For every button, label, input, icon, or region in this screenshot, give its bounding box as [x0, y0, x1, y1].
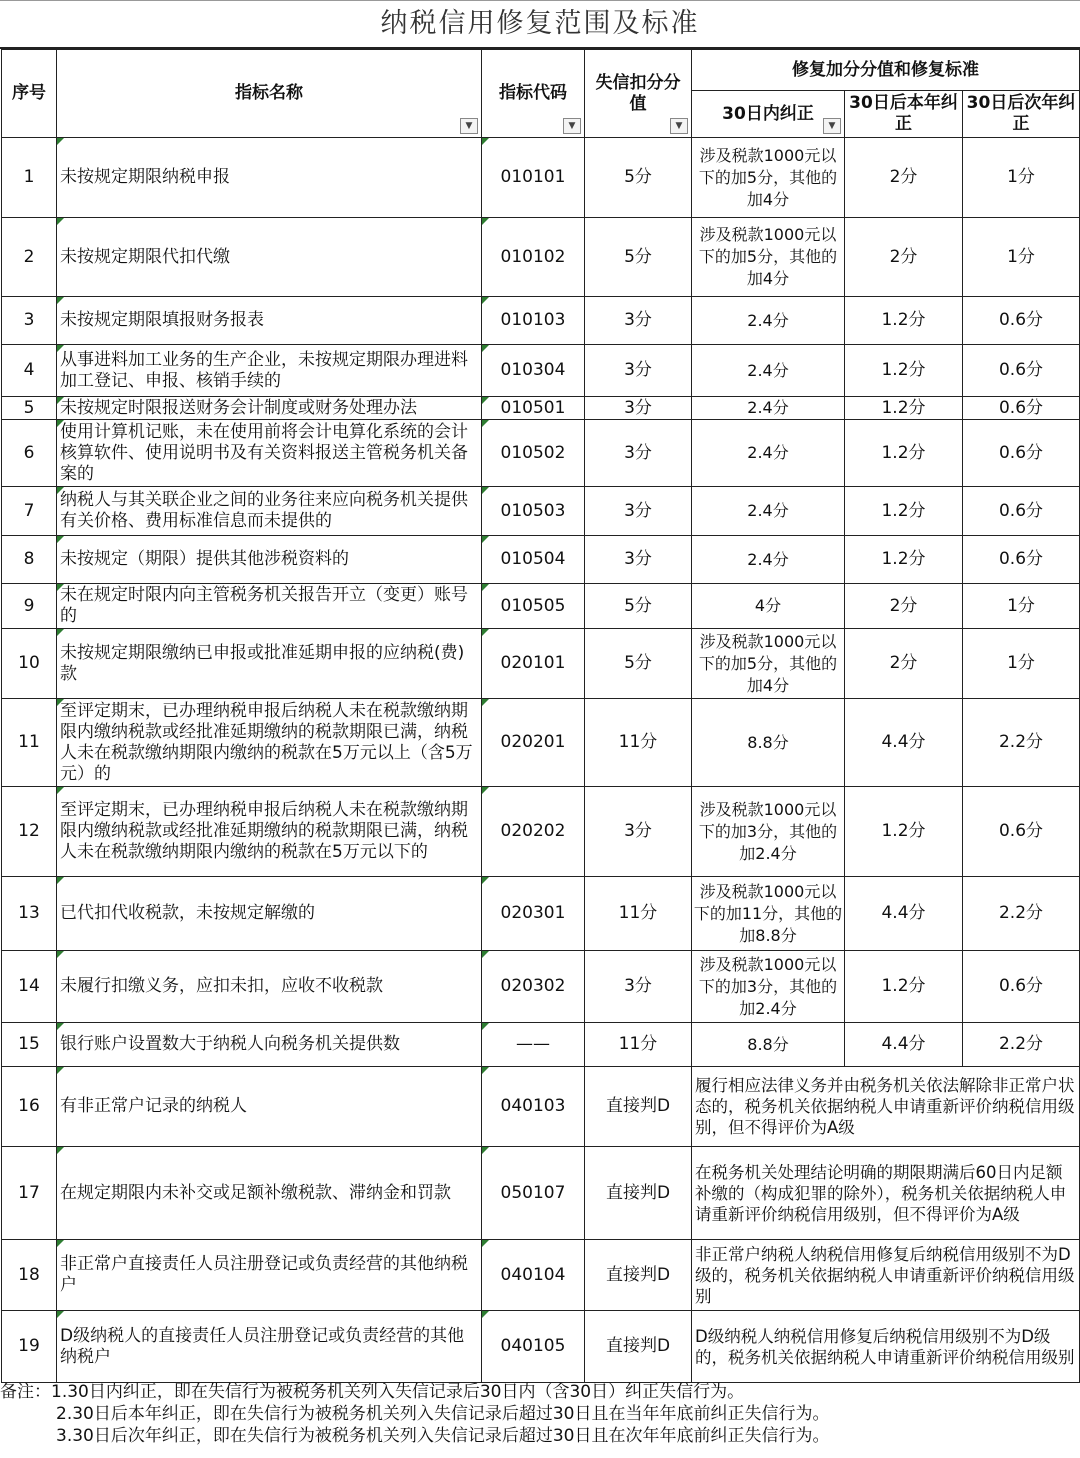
row-this-year-score[interactable]: 4.4分 [845, 1023, 963, 1067]
row-next-year-score[interactable]: 0.6分 [963, 487, 1080, 536]
row-deduct-score[interactable]: 直接判D [585, 1067, 692, 1147]
row-indicator-name[interactable]: 从事进料加工业务的生产企业，未按规定期限办理进料加工登记、申报、核销手续的 [57, 345, 482, 397]
row-next-year-score[interactable]: 0.6分 [963, 397, 1080, 420]
row-deduct-score[interactable]: 3分 [585, 345, 692, 397]
row-seq[interactable]: 2 [2, 218, 57, 297]
row-seq[interactable]: 15 [2, 1023, 57, 1067]
row-indicator-code[interactable]: 020201 [482, 699, 585, 787]
row-seq[interactable]: 16 [2, 1067, 57, 1147]
row-indicator-code[interactable]: 010504 [482, 536, 585, 584]
row-indicator-code[interactable]: 040103 [482, 1067, 585, 1147]
row-repair-standard[interactable]: 履行相应法律义务并由税务机关依法解除非正常户状态的，税务机关依据纳税人申请重新评价纳税信用级别，但不得评价为A级 [692, 1067, 1080, 1147]
row-indicator-name[interactable]: 非正常户直接责任人员注册登记或负责经营的其他纳税户 [57, 1240, 482, 1311]
row-seq[interactable]: 18 [2, 1240, 57, 1311]
notes-section [0, 1381, 1080, 1447]
row-seq[interactable]: 1 [2, 138, 57, 218]
filter-dropdown-icon[interactable]: ▼ [823, 118, 841, 134]
table-row [2, 487, 1080, 536]
row-this-year-score[interactable]: 2分 [845, 584, 963, 629]
row-indicator-code[interactable]: 020202 [482, 787, 585, 877]
row-deduct-score[interactable]: 3分 [585, 487, 692, 536]
row-indicator-name[interactable]: 未按规定期限纳税申报 [57, 138, 482, 218]
row-within30-standard[interactable]: 2.4分 [692, 487, 845, 536]
row-deduct-score[interactable]: 3分 [585, 951, 692, 1023]
table-row [2, 629, 1080, 699]
table-row [2, 787, 1080, 877]
row-next-year-score[interactable]: 0.6分 [963, 420, 1080, 487]
row-seq[interactable]: 13 [2, 877, 57, 951]
row-deduct-score[interactable]: 3分 [585, 397, 692, 420]
row-next-year-score[interactable]: 1分 [963, 138, 1080, 218]
row-this-year-score[interactable]: 1.2分 [845, 787, 963, 877]
row-indicator-code[interactable]: 010505 [482, 584, 585, 629]
table-row [2, 1311, 1080, 1383]
note-line: 3.30日后次年纠正，即在失信行为被税务机关列入失信记录后超过30日且在次年年底前纠正失信行为。 [56, 1426, 830, 1446]
row-indicator-name[interactable]: 在规定期限内未补交或足额补缴税款、滞纳金和罚款 [57, 1147, 482, 1240]
row-indicator-code[interactable]: 010501 [482, 397, 585, 420]
row-this-year-score[interactable]: 1.2分 [845, 536, 963, 584]
row-this-year-score[interactable]: 2分 [845, 138, 963, 218]
row-seq[interactable]: 8 [2, 536, 57, 584]
filter-dropdown-icon[interactable]: ▼ [670, 118, 688, 134]
row-indicator-name[interactable]: 已代扣代收税款，未按规定解缴的 [57, 877, 482, 951]
note-line: 备注：1.30日内纠正，即在失信行为被税务机关列入失信记录后30日内（含30日）纠正失信行为。 [0, 1382, 745, 1402]
row-within30-standard[interactable]: 涉及税款1000元以下的加5分，其他的加4分 [692, 629, 845, 699]
row-seq[interactable]: 14 [2, 951, 57, 1023]
row-indicator-code[interactable]: —— [482, 1023, 585, 1067]
row-deduct-score[interactable]: 直接判D [585, 1311, 692, 1383]
row-indicator-name[interactable]: 未履行扣缴义务，应扣未扣，应收不收税款 [57, 951, 482, 1023]
header-after30-this-year: 30日后本年纠正 [845, 91, 963, 138]
table-row [2, 218, 1080, 297]
row-within30-standard[interactable]: 涉及税款1000元以下的加3分，其他的加2.4分 [692, 951, 845, 1023]
row-seq[interactable]: 6 [2, 420, 57, 487]
row-indicator-code[interactable]: 010304 [482, 345, 585, 397]
row-indicator-code[interactable]: 020301 [482, 877, 585, 951]
row-indicator-name[interactable]: 使用计算机记账，未在使用前将会计电算化系统的会计核算软件、使用说明书及有关资料报送主管税务机关备案的 [57, 420, 482, 487]
filter-dropdown-icon[interactable]: ▼ [563, 118, 581, 134]
table-row [2, 699, 1080, 787]
row-within30-standard[interactable]: 2.4分 [692, 297, 845, 345]
row-indicator-code[interactable]: 010502 [482, 420, 585, 487]
row-this-year-score[interactable]: 2分 [845, 218, 963, 297]
row-this-year-score[interactable]: 1.2分 [845, 345, 963, 397]
row-within30-standard[interactable]: 8.8分 [692, 699, 845, 787]
row-indicator-name[interactable]: 有非正常户记录的纳税人 [57, 1067, 482, 1147]
row-within30-standard[interactable]: 涉及税款1000元以下的加5分，其他的加4分 [692, 138, 845, 218]
row-deduct-score[interactable]: 直接判D [585, 1240, 692, 1311]
row-deduct-score[interactable]: 5分 [585, 218, 692, 297]
row-indicator-code[interactable]: 010101 [482, 138, 585, 218]
row-deduct-score[interactable]: 11分 [585, 1023, 692, 1067]
row-indicator-code[interactable]: 010503 [482, 487, 585, 536]
row-next-year-score[interactable]: 1分 [963, 629, 1080, 699]
row-deduct-score[interactable]: 3分 [585, 297, 692, 345]
row-next-year-score[interactable]: 0.6分 [963, 536, 1080, 584]
row-indicator-name[interactable]: 银行账户设置数大于纳税人向税务机关提供数 [57, 1023, 482, 1067]
header-within30: 30日内纠正 ▼ [692, 91, 845, 138]
header-restore-group: 修复加分分值和修复标准 [692, 50, 1080, 91]
row-deduct-score[interactable]: 3分 [585, 787, 692, 877]
row-indicator-name[interactable]: 未按规定（期限）提供其他涉税资料的 [57, 536, 482, 584]
header-code: 指标代码 ▼ [482, 50, 585, 138]
row-indicator-code[interactable]: 020101 [482, 629, 585, 699]
row-deduct-score[interactable]: 11分 [585, 877, 692, 951]
table-row [2, 1147, 1080, 1240]
row-indicator-name[interactable]: 未按规定时限报送财务会计制度或财务处理办法 [57, 397, 482, 420]
header-seq: 序号 [2, 50, 57, 138]
row-next-year-score[interactable]: 0.6分 [963, 297, 1080, 345]
row-seq[interactable]: 9 [2, 584, 57, 629]
table-row [2, 951, 1080, 1023]
row-seq[interactable]: 10 [2, 629, 57, 699]
row-this-year-score[interactable]: 1.2分 [845, 487, 963, 536]
table-body [2, 138, 1080, 1383]
row-indicator-code[interactable]: 010103 [482, 297, 585, 345]
row-deduct-score[interactable]: 11分 [585, 699, 692, 787]
header-deduct: 失信扣分分值 ▼ [585, 50, 692, 138]
row-this-year-score[interactable]: 1.2分 [845, 297, 963, 345]
row-seq[interactable]: 19 [2, 1311, 57, 1383]
row-deduct-score[interactable]: 5分 [585, 584, 692, 629]
row-indicator-name[interactable]: 至评定期末，已办理纳税申报后纳税人未在税款缴纳期限内缴纳税款或经批准延期缴纳的税款期限已满，纳税人未在税款缴纳期限内缴纳的税款在5万元以上（含5万元）的 [57, 699, 482, 787]
row-this-year-score[interactable]: 4.4分 [845, 699, 963, 787]
row-deduct-score[interactable]: 3分 [585, 420, 692, 487]
row-indicator-code[interactable]: 010102 [482, 218, 585, 297]
table-row [2, 1067, 1080, 1147]
row-seq[interactable]: 5 [2, 397, 57, 420]
row-repair-standard[interactable]: 非正常户纳税人纳税信用修复后纳税信用级别不为D级的，税务机关依据纳税人申请重新评价纳税信用级别 [692, 1240, 1080, 1311]
row-within30-standard[interactable]: 2.4分 [692, 345, 845, 397]
row-deduct-score[interactable]: 5分 [585, 629, 692, 699]
row-seq[interactable]: 17 [2, 1147, 57, 1240]
row-next-year-score[interactable]: 0.6分 [963, 951, 1080, 1023]
table-row [2, 877, 1080, 951]
row-seq[interactable]: 4 [2, 345, 57, 397]
row-next-year-score[interactable]: 2.2分 [963, 877, 1080, 951]
row-next-year-score[interactable]: 1分 [963, 584, 1080, 629]
row-this-year-score[interactable]: 1.2分 [845, 397, 963, 420]
page-title: 纳税信用修复范围及标准 [0, 1, 1080, 49]
row-indicator-code[interactable]: 050107 [482, 1147, 585, 1240]
row-deduct-score[interactable]: 5分 [585, 138, 692, 218]
row-seq[interactable]: 3 [2, 297, 57, 345]
table-row [2, 397, 1080, 420]
row-indicator-name[interactable]: 至评定期末，已办理纳税申报后纳税人未在税款缴纳期限内缴纳税款或经批准延期缴纳的税款期限已满，纳税人未在税款缴纳期限内缴纳的税款在5万元以下的 [57, 787, 482, 877]
row-next-year-score[interactable]: 2.2分 [963, 699, 1080, 787]
row-seq[interactable]: 11 [2, 699, 57, 787]
row-within30-standard[interactable]: 4分 [692, 584, 845, 629]
row-next-year-score[interactable]: 2.2分 [963, 1023, 1080, 1067]
row-indicator-code[interactable]: 040105 [482, 1311, 585, 1383]
row-within30-standard[interactable]: 涉及税款1000元以下的加11分，其他的加8.8分 [692, 877, 845, 951]
row-deduct-score[interactable]: 3分 [585, 536, 692, 584]
note-line: 2.30日后本年纠正，即在失信行为被税务机关列入失信记录后超过30日且在当年年底前纠正失信行为。 [56, 1404, 830, 1424]
credit-repair-table [1, 49, 1080, 1383]
row-within30-standard[interactable]: 2.4分 [692, 397, 845, 420]
table-row [2, 584, 1080, 629]
row-within30-standard[interactable]: 2.4分 [692, 420, 845, 487]
row-indicator-code[interactable]: 020302 [482, 951, 585, 1023]
row-indicator-name[interactable]: 未按规定期限填报财务报表 [57, 297, 482, 345]
row-repair-standard[interactable]: D级纳税人纳税信用修复后纳税信用级别不为D级的，税务机关依据纳税人申请重新评价纳税信用级别 [692, 1311, 1080, 1383]
row-within30-standard[interactable]: 2.4分 [692, 536, 845, 584]
row-seq[interactable]: 7 [2, 487, 57, 536]
table-row [2, 297, 1080, 345]
table-row [2, 1240, 1080, 1311]
row-next-year-score[interactable]: 1分 [963, 218, 1080, 297]
row-this-year-score[interactable]: 4.4分 [845, 877, 963, 951]
table-row [2, 536, 1080, 584]
row-indicator-name[interactable]: 未按规定期限代扣代缴 [57, 218, 482, 297]
row-this-year-score[interactable]: 2分 [845, 629, 963, 699]
row-within30-standard[interactable]: 8.8分 [692, 1023, 845, 1067]
header-name: 指标名称 ▼ [57, 50, 482, 138]
table-row [2, 420, 1080, 487]
row-this-year-score[interactable]: 1.2分 [845, 420, 963, 487]
row-indicator-name[interactable]: 未在规定时限内向主管税务机关报告开立（变更）账号的 [57, 584, 482, 629]
row-next-year-score[interactable]: 0.6分 [963, 787, 1080, 877]
row-deduct-score[interactable]: 直接判D [585, 1147, 692, 1240]
header-after30-next-year: 30日后次年纠正 [963, 91, 1080, 138]
row-indicator-name[interactable]: D级纳税人的直接责任人员注册登记或负责经营的其他纳税户 [57, 1311, 482, 1383]
table-row [2, 345, 1080, 397]
row-within30-standard[interactable]: 涉及税款1000元以下的加5分，其他的加4分 [692, 218, 845, 297]
notes-label: 备注： [0, 1382, 51, 1402]
filter-dropdown-icon[interactable]: ▼ [460, 118, 478, 134]
row-indicator-name[interactable]: 纳税人与其关联企业之间的业务往来应向税务机关提供有关价格、费用标准信息而未提供的 [57, 487, 482, 536]
row-indicator-name[interactable]: 未按规定期限缴纳已申报或批准延期申报的应纳税(费)款 [57, 629, 482, 699]
table-row [2, 1023, 1080, 1067]
row-next-year-score[interactable]: 0.6分 [963, 345, 1080, 397]
row-indicator-code[interactable]: 040104 [482, 1240, 585, 1311]
row-this-year-score[interactable]: 1.2分 [845, 951, 963, 1023]
row-seq[interactable]: 12 [2, 787, 57, 877]
table-row [2, 138, 1080, 218]
row-within30-standard[interactable]: 涉及税款1000元以下的加3分，其他的加2.4分 [692, 787, 845, 877]
row-repair-standard[interactable]: 在税务机关处理结论明确的期限期满后60日内足额补缴的（构成犯罪的除外），税务机关依据纳税人申请重新评价纳税信用级别，但不得评价为A级 [692, 1147, 1080, 1240]
